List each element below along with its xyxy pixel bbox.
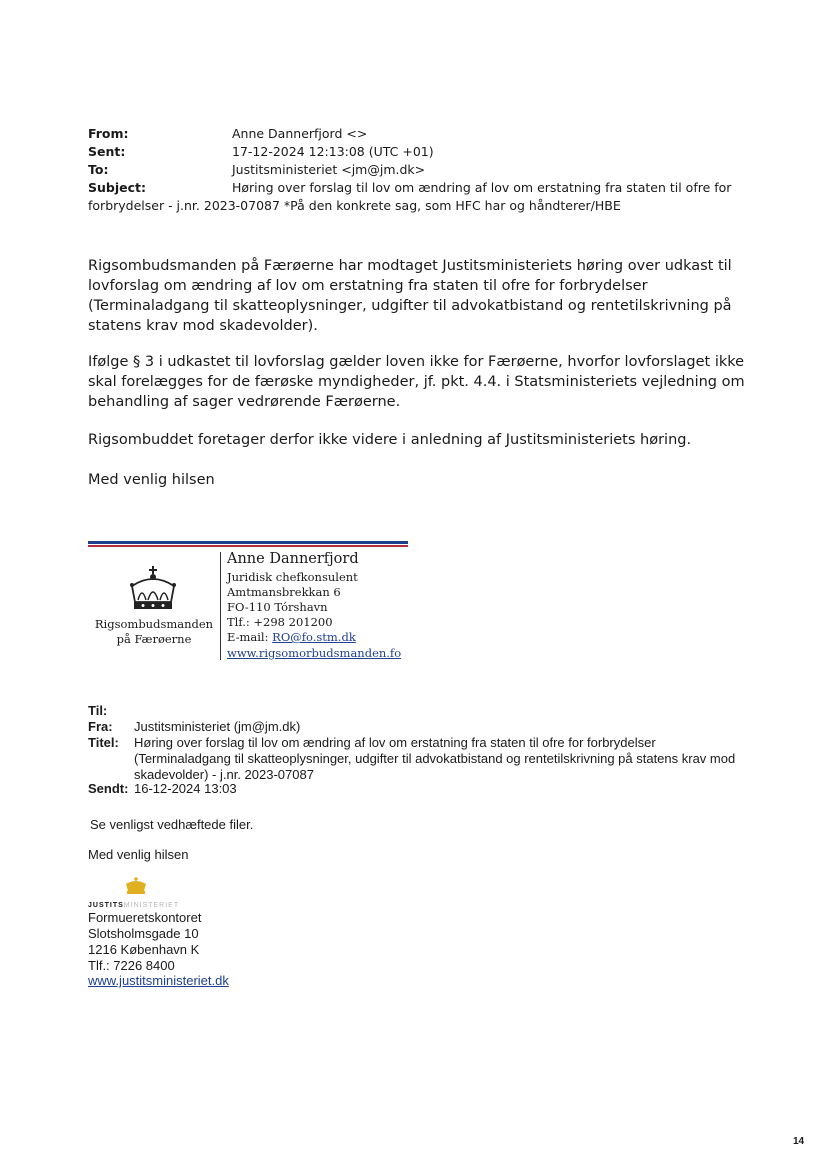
subject-continuation: forbrydelser - j.nr. 2023-07087 *På den konkrete sag, som HFC har og håndterer/HBE <box>88 198 621 213</box>
sent-value: 17-12-2024 12:13:08 (UTC +01) <box>232 144 434 159</box>
signature-website-link[interactable]: www.rigsomorbudsmanden.fo <box>227 646 402 660</box>
signature-address: Amtmansbrekkan 6 <box>227 585 341 599</box>
signature-email-label: E-mail: <box>227 630 273 644</box>
from-label: From: <box>88 126 129 141</box>
jm-address: Slotsholmsgade 10 <box>88 926 199 941</box>
from-value: Anne Dannerfjord <> <box>232 126 368 141</box>
jm-wordmark <box>88 902 179 909</box>
jm-crown-icon <box>124 876 148 896</box>
body-paragraph: Rigsombudsmanden på Færøerne har modtaget Justitsministeriets høring over udkast til lovforslag om ændring af lov om erstatning fra staten til ofre for forbrydelser (Terminaladgang til skatteoplysninger, udgifter til advokatbistand og rentetilskrivning på statens krav mod skadevolder). <box>88 258 732 334</box>
subject-value: Høring over forslag til lov om ændring af lov om erstatning fra staten til ofre for <box>232 180 732 195</box>
signature-name: Anne Dannerfjord <box>227 551 359 567</box>
titel-value: Høring over forslag til lov om ændring af lov om erstatning fra staten til ofre for forbrydelser (Terminaladgang til skatteoplysninger, udgifter til advokatbistand og rentetilskrivning på statens krav mod skadevolder) - j.nr. 2023-07087 <box>134 735 736 782</box>
signature-title: Juridisk chefkonsulent <box>227 570 358 584</box>
to-value: Justitsministeriet <jm@jm.dk> <box>232 162 426 177</box>
titel-label: Titel: <box>88 735 119 750</box>
fra-label: Fra: <box>88 719 113 734</box>
signature-email-link[interactable]: RO@fo.stm.dk <box>272 630 356 644</box>
jm-city: 1216 København K <box>88 942 200 957</box>
closing-text: Med venlig hilsen <box>88 472 215 488</box>
signature-city: FO-110 Tórshavn <box>227 600 328 614</box>
jm-website-link[interactable]: www.justitsministeriet.dk <box>88 973 229 988</box>
signature-rule-blue <box>88 541 408 544</box>
forwarded-closing: Med venlig hilsen <box>88 847 189 862</box>
jm-wordmark-light: MINISTERIET <box>123 902 180 909</box>
signature-email-row <box>227 630 356 645</box>
page-number: 14 <box>793 1136 805 1147</box>
signature-rule-red <box>88 545 408 547</box>
attachment-note: Se venligst vedhæftede filer. <box>90 817 254 832</box>
til-label: Til: <box>88 703 108 718</box>
to-label: To: <box>88 162 109 177</box>
signature-org-name: Rigsombudsmanden <box>94 617 214 631</box>
signature-org-location: på Færøerne <box>116 632 192 646</box>
body-paragraph: Rigsombuddet foretager derfor ikke videre i anledning af Justitsministeriets høring. <box>88 432 692 448</box>
subject-label: Subject: <box>88 180 146 195</box>
sendt-value: 16-12-2024 13:03 <box>134 781 237 796</box>
sent-label: Sent: <box>88 144 126 159</box>
body-paragraph: Ifølge § 3 i udkastet til lovforslag gælder loven ikke for Færøerne, hvorfor lovforslaget ikke skal forelægges for de færøske myndigheder, jf. pkt. 4.4. i Statsministeriets vejledning om behandling af sager vedrørende Færøerne. <box>88 354 745 410</box>
sendt-label: Sendt: <box>88 781 129 796</box>
fra-value: Justitsministeriet (jm@jm.dk) <box>134 719 301 734</box>
crown-logo-icon <box>126 564 180 614</box>
jm-phone: Tlf.: 7226 8400 <box>88 958 175 973</box>
jm-office: Formueretskontoret <box>88 910 202 925</box>
signature-phone: Tlf.: +298 201200 <box>227 615 333 629</box>
signature-divider <box>220 552 221 660</box>
jm-wordmark-bold: JUSTITS <box>88 902 124 909</box>
